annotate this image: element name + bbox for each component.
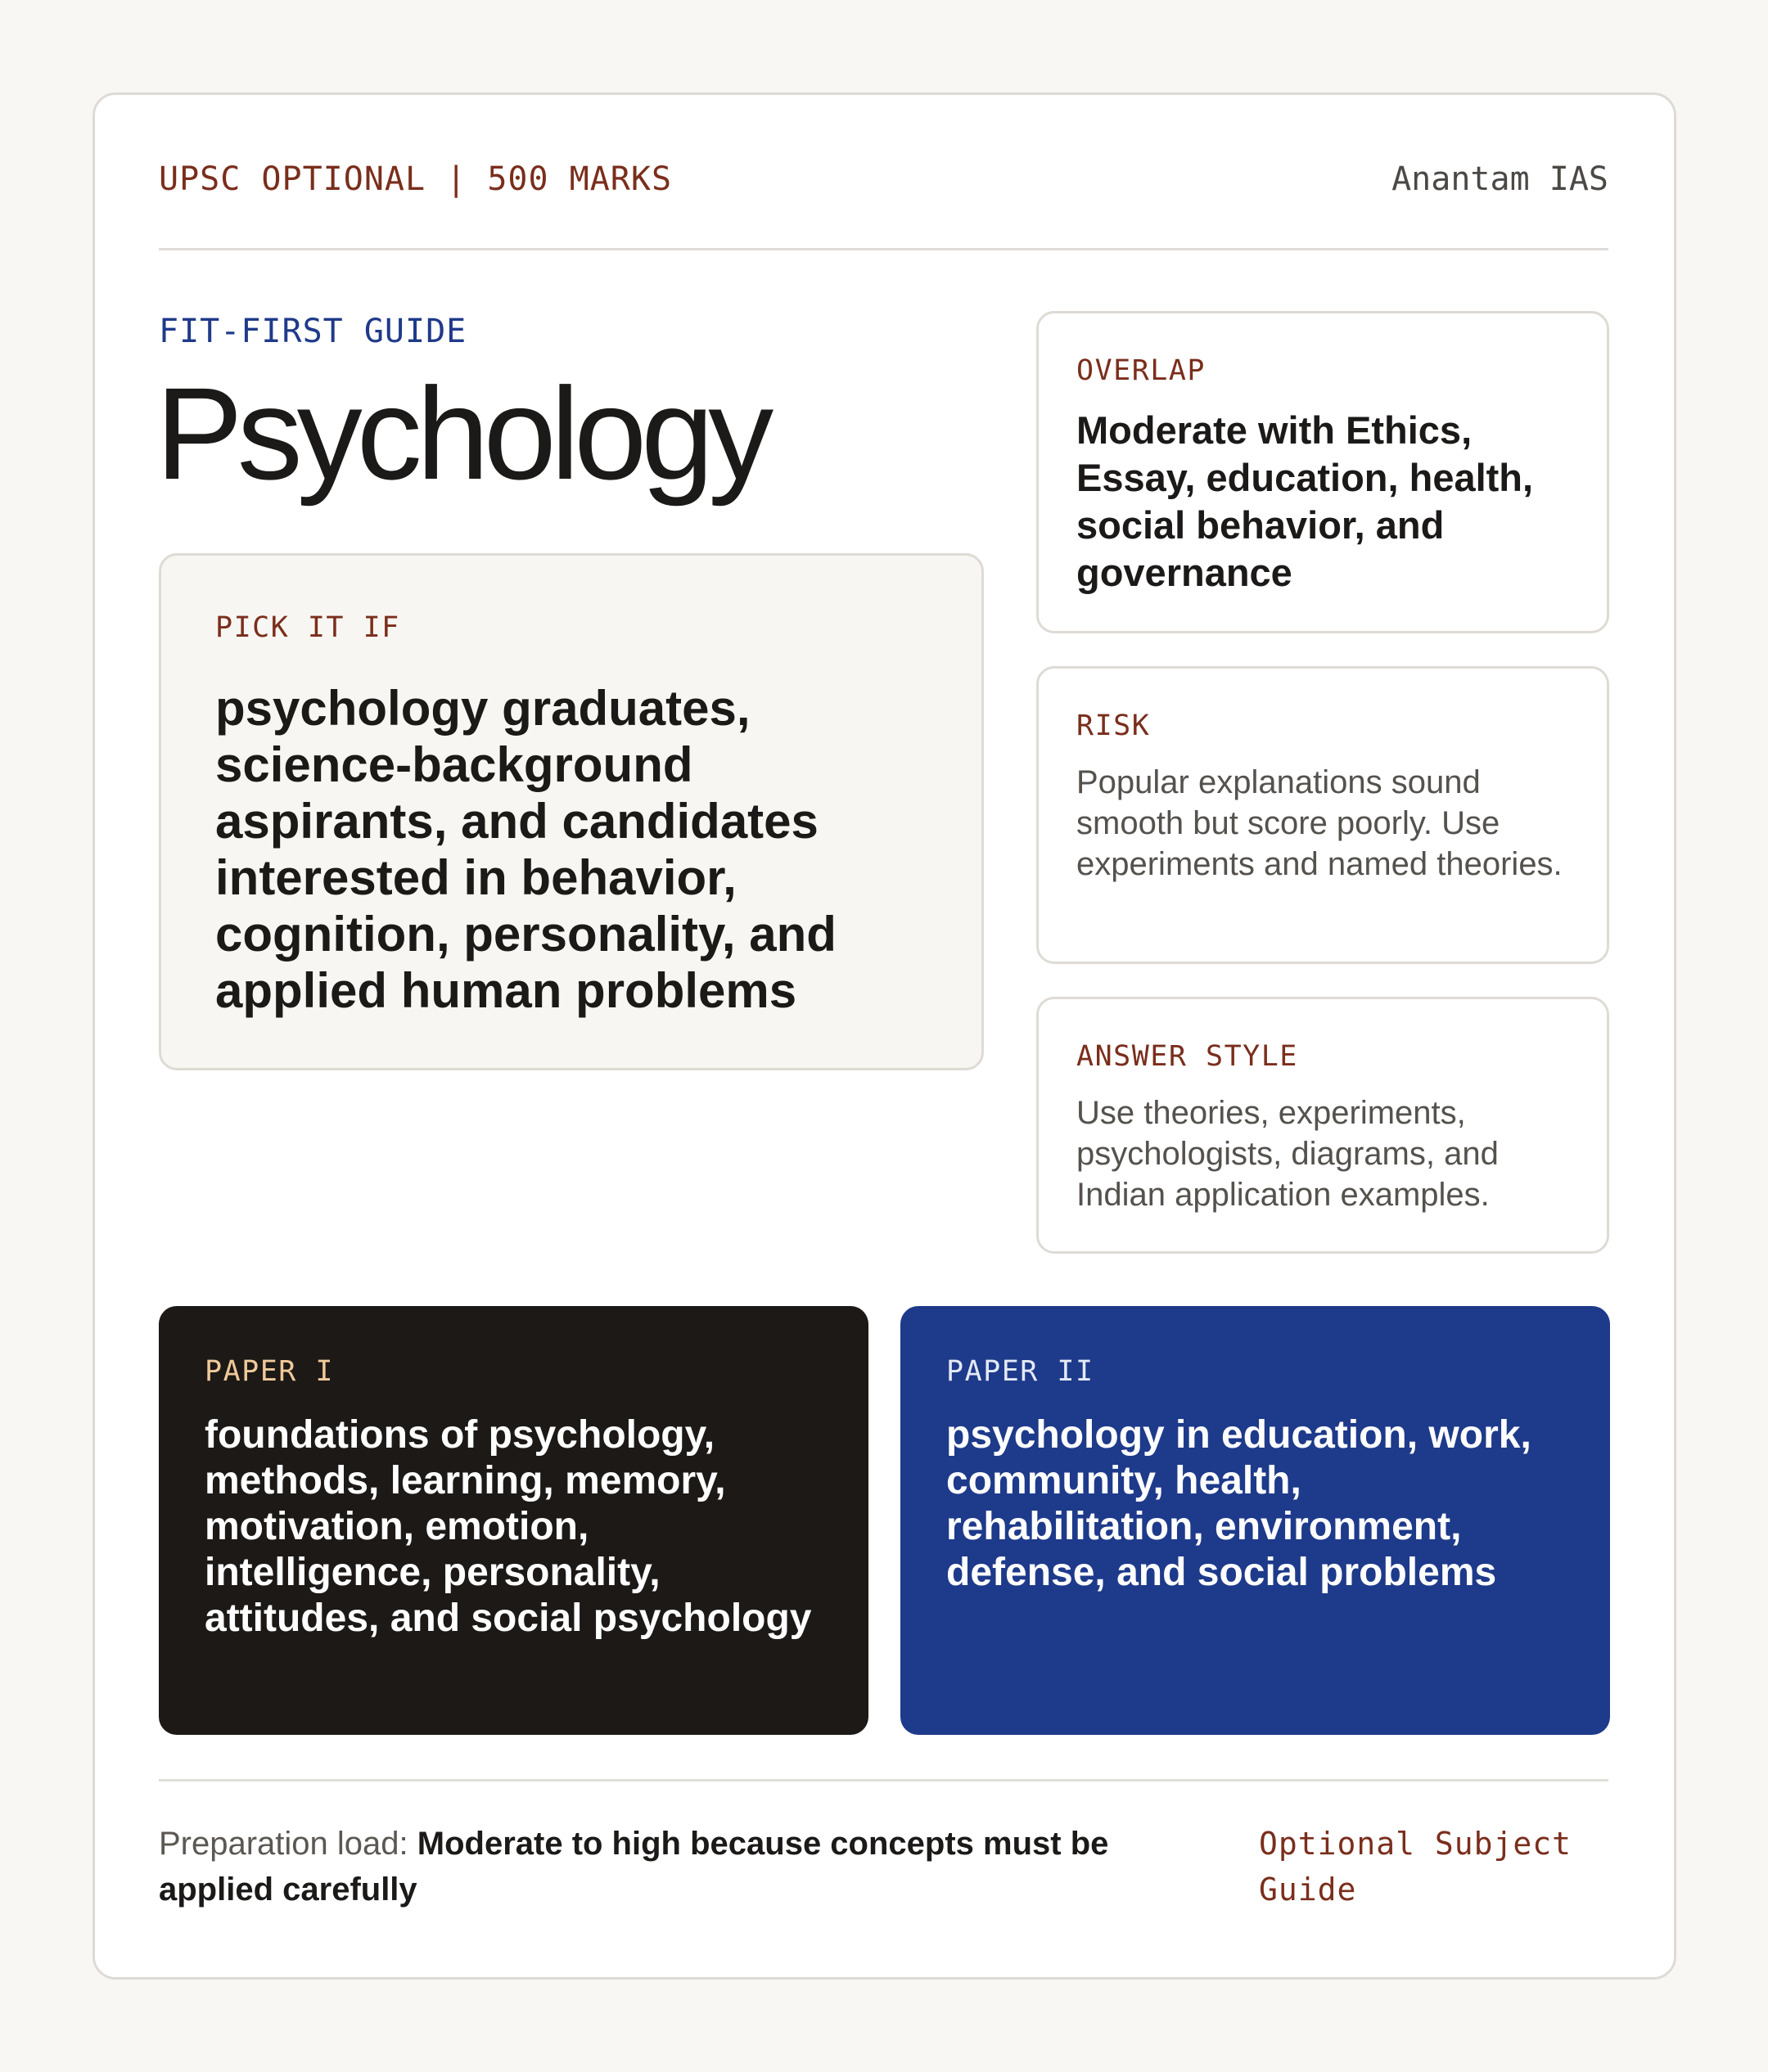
overlap-text: Moderate with Ethics, Essay, education, health, social behavior, and governance [1076,408,1534,594]
guide-eyebrow: FIT-FIRST GUIDE [159,313,467,350]
answer-style-panel [1036,997,1609,1254]
paper-1-panel [159,1306,868,1735]
pick-it-if-panel [159,553,984,1070]
risk-text: Popular explanations sound smooth but score poorly. Use experiments and named theories. [1076,764,1563,882]
paper-2-panel [900,1306,1610,1735]
preparation-load-label: Preparation load: [159,1826,417,1862]
pick-it-if-label: PICK IT IF [215,611,400,644]
preparation-load-value: Moderate to high because concepts must be applied carefully [159,1826,1109,1908]
footer-caption: Optional Subject Guide [1259,1826,1572,1908]
paper-1-label: PAPER I [205,1355,335,1388]
overlap-panel [1036,311,1609,633]
risk-panel [1036,666,1609,964]
answer-style-text: Use theories, experiments, psychologists, diagrams, and Indian application examples. [1076,1095,1499,1213]
risk-label: RISK [1076,709,1151,742]
brand-name: Anantam IAS [1391,160,1608,198]
preparation-load [159,1821,1190,1912]
overlap-label: OVERLAP [1076,354,1206,387]
answer-style-label: ANSWER STYLE [1076,1040,1298,1073]
paper-1-text: foundations of psychology, methods, learning, memory, motivation, emotion, intelligence, personality, attitudes, and social psychology [205,1413,812,1640]
page-title: Psychology [156,360,769,507]
pick-it-if-text: psychology graduates, science-background aspirants, and candidates interested in behavior, cognition, personality, and applied human problems [215,681,837,1018]
paper-2-text: psychology in education, work, community, health, rehabilitation, environment, defense, and social problems [946,1413,1531,1594]
footer-divider [159,1779,1608,1781]
paper-2-label: PAPER II [946,1355,1094,1388]
header-divider [159,248,1608,250]
exam-tag: UPSC OPTIONAL | 500 MARKS [159,160,673,198]
